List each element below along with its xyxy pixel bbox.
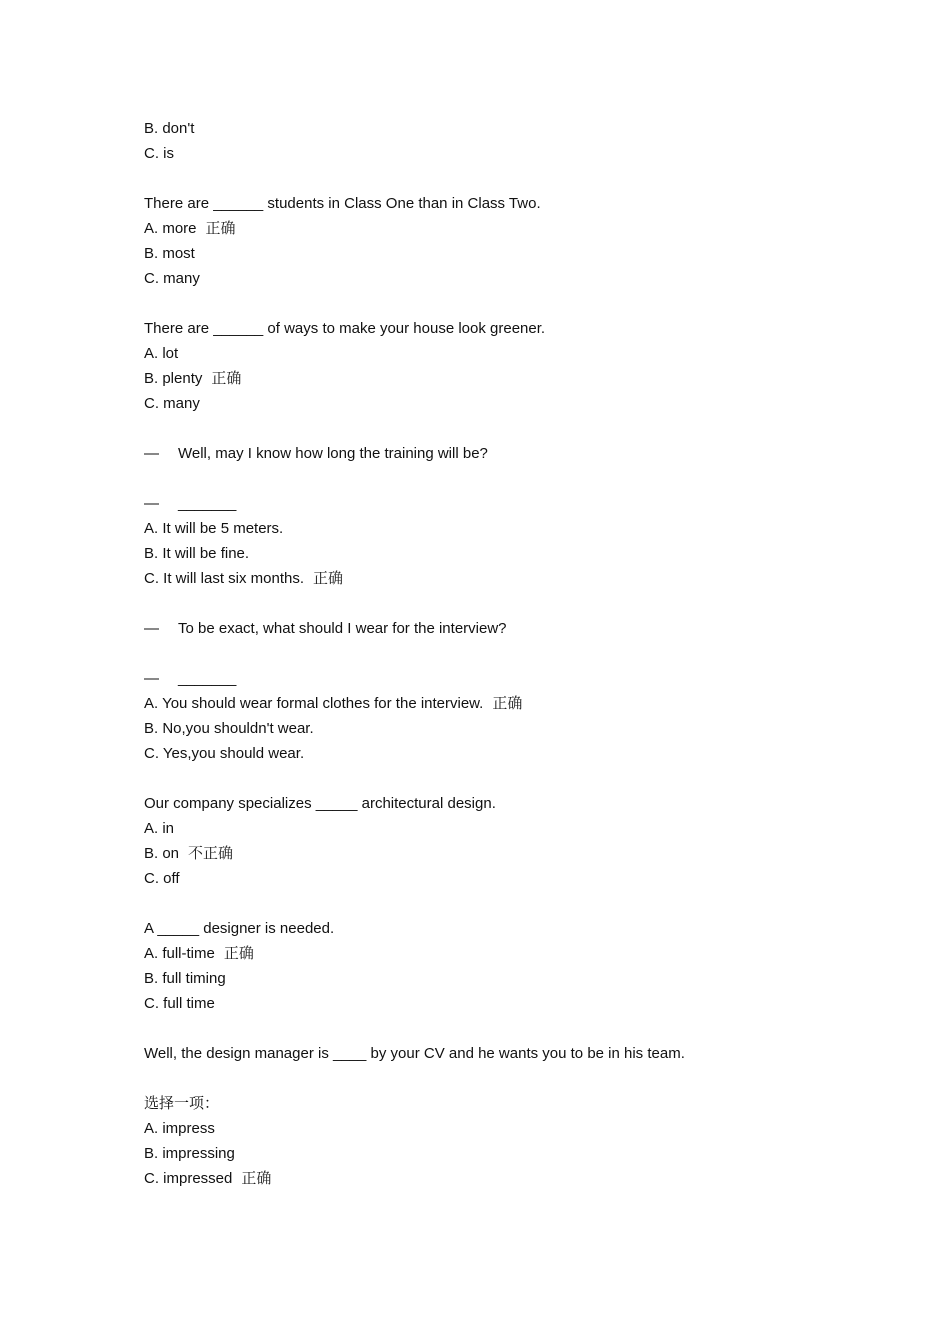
answer-mark: 正确 [211,369,242,387]
option [144,216,864,241]
option: B. don't [144,120,195,137]
option-text: B. plenty [144,370,203,387]
option: A. impress [144,1120,215,1137]
dialogue-line [144,666,864,691]
answer-mark: 正确 [205,219,236,237]
option: C. Yes,you should wear. [144,745,305,762]
option: A. in [144,820,175,837]
option [144,366,864,391]
answer-mark: 正确 [492,694,523,712]
question-stem: A _____ designer is needed. [144,920,335,937]
option [144,1166,864,1191]
option: B. No,you shouldn't wear. [144,720,314,737]
answer-blank: _______ [178,495,237,512]
option-text: A. You should wear formal clothes for the interview. [144,695,484,712]
answer-mark: 正确 [313,569,344,587]
document-page [144,116,864,1191]
option: C. many [144,395,200,412]
option: C. full time [144,995,215,1012]
question-stem: Well, may I know how long the training will be? [178,445,488,462]
dash: — [144,445,159,462]
dialogue-line [144,616,864,641]
option: B. impressing [144,1145,235,1162]
option: A. lot [144,345,179,362]
dash: — [144,495,159,512]
option-text: A. more [144,220,197,237]
option [144,841,864,866]
option [144,691,864,716]
option: A. It will be 5 meters. [144,520,284,537]
choose-prompt: 选择一项： [144,1094,220,1112]
option-text: A. full-time [144,945,215,962]
answer-mark: 正确 [241,1169,272,1187]
option-text: C. impressed [144,1170,233,1187]
dialogue-line [144,491,864,516]
option: B. full timing [144,970,226,987]
option: C. off [144,870,180,887]
option: C. is [144,145,174,162]
option [144,566,864,591]
dialogue-line [144,441,864,466]
option: C. many [144,270,200,287]
option: B. most [144,245,195,262]
option: B. It will be fine. [144,545,250,562]
question-stem: Well, the design manager is ____ by your CV and he wants you to be in his team. [144,1045,685,1062]
answer-mark: 不正确 [188,844,234,862]
question-stem: There are ______ students in Class One than in Class Two. [144,195,541,212]
option-text: C. It will last six months. [144,570,305,587]
question-stem: To be exact, what should I wear for the interview? [178,620,507,637]
dash: — [144,670,159,687]
option [144,941,864,966]
question-stem: Our company specializes _____ architectural design. [144,795,496,812]
answer-blank: _______ [178,670,237,687]
answer-mark: 正确 [223,944,254,962]
question-stem: There are ______ of ways to make your house look greener. [144,320,546,337]
dash: — [144,620,159,637]
option-text: B. on [144,845,180,862]
